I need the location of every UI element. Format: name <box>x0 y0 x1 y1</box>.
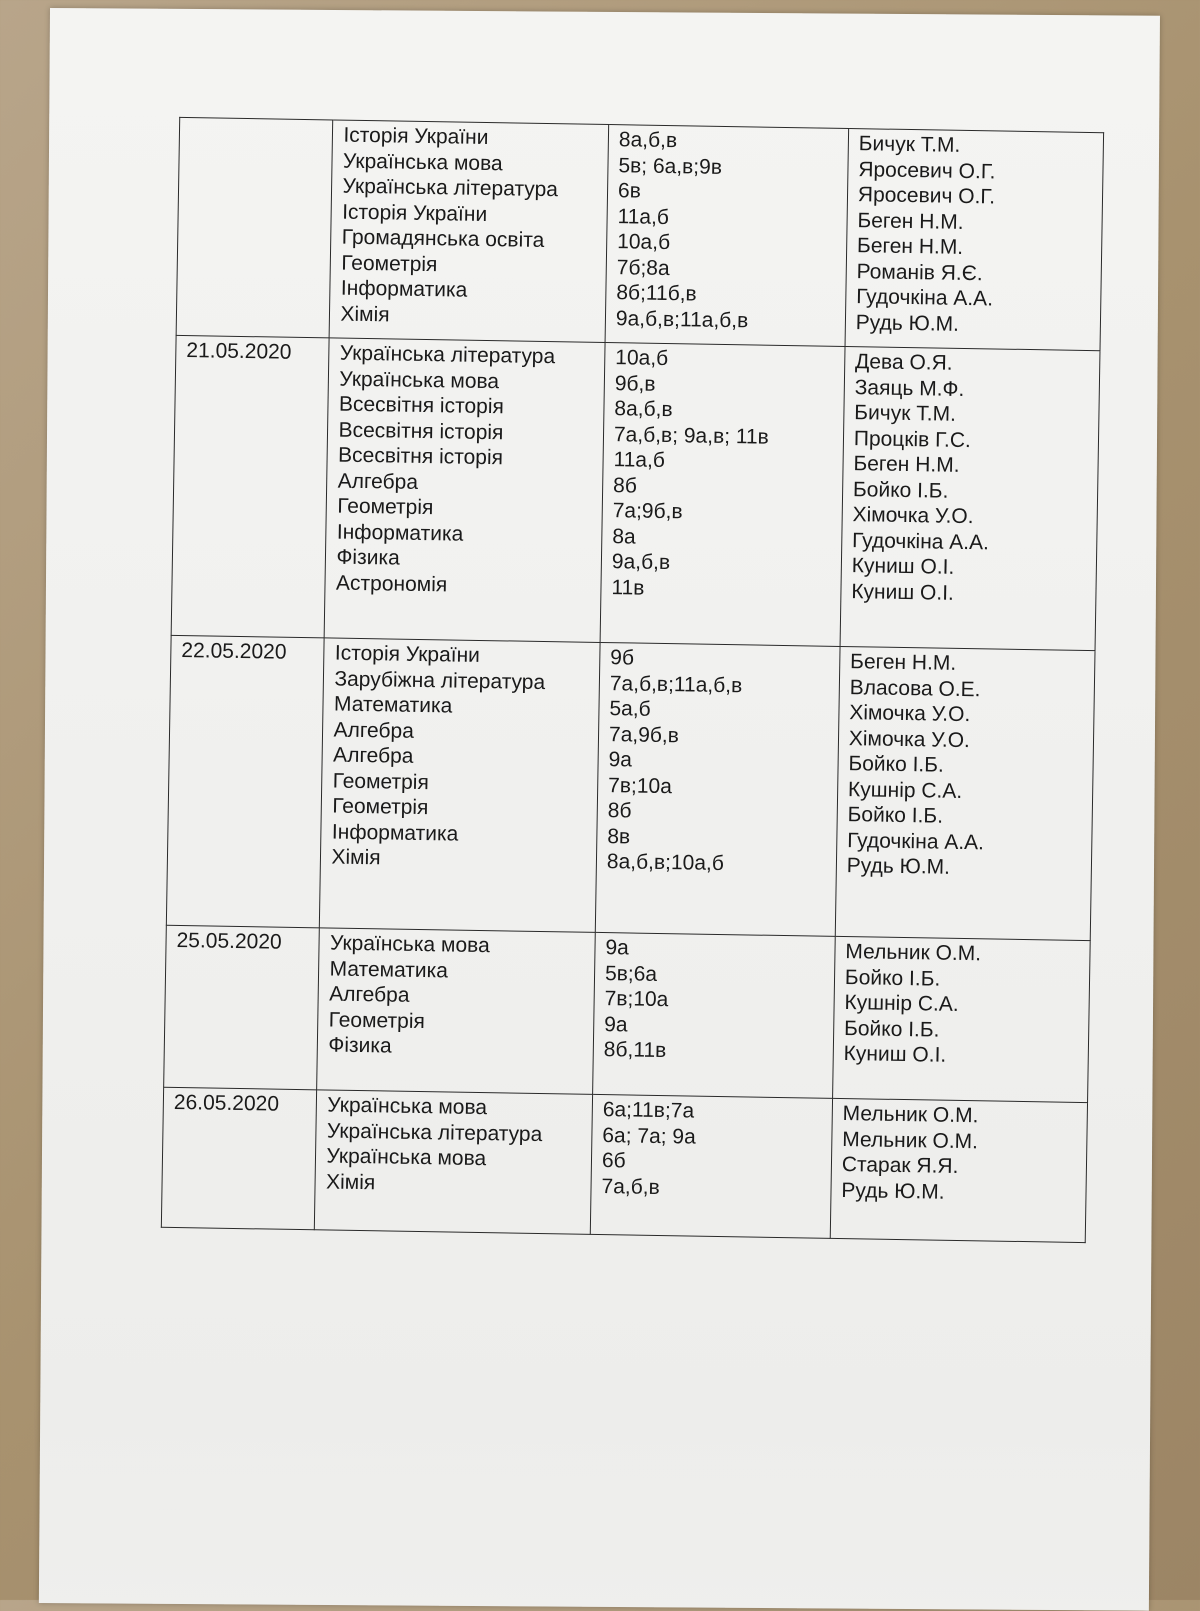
classes-text: 8а,б,в <box>618 128 678 153</box>
subject-text: Українська література <box>342 174 559 202</box>
teacher-cell <box>840 346 1100 650</box>
schedule-day-row <box>171 335 1100 650</box>
classes-text: 8б <box>612 473 638 498</box>
teacher-text: Гудочкіна А.А. <box>846 828 985 854</box>
schedule-body <box>161 117 1103 1242</box>
classes-text: 8б,11в <box>603 1038 667 1063</box>
teacher-cell <box>835 646 1095 940</box>
teacher-text: Бойко І.Б. <box>843 1016 940 1042</box>
classes-cell <box>600 342 845 646</box>
teacher-text: Бичук Т.М. <box>858 132 961 157</box>
subject-cell <box>325 338 605 643</box>
classes-text: 9а <box>608 748 633 772</box>
classes-text: 7а,б,в <box>601 1174 660 1199</box>
subject-text: Алгебра <box>333 718 415 743</box>
classes-text: 6б <box>601 1149 626 1173</box>
teacher-text: Мельник О.М. <box>842 1102 979 1128</box>
classes-text: 6а; 7а; 9а <box>602 1123 696 1149</box>
schedule-day-row <box>176 117 1103 350</box>
subject-text: Всесвітня історія <box>338 418 504 444</box>
classes-text: 5а,б <box>609 697 651 721</box>
teacher-text: Процків Г.С. <box>853 426 971 452</box>
classes-text: 7а,б,в;11а,б,в <box>609 671 743 697</box>
teacher-text: Романів Я.Є. <box>856 259 983 285</box>
subject-cell <box>315 1090 593 1235</box>
classes-text: 10а,б <box>615 346 669 371</box>
subject-text: Алгебра <box>337 469 419 494</box>
classes-text: 5в; 6а,в;9в <box>618 153 723 179</box>
schedule-table <box>161 117 1104 1243</box>
subject-cell <box>317 928 595 1095</box>
date-cell <box>161 1087 317 1230</box>
classes-text: 9а <box>605 936 630 960</box>
classes-cell <box>590 1094 832 1238</box>
date-cell <box>171 335 329 638</box>
teacher-text: Бойко І.Б. <box>848 752 945 777</box>
subject-text: Всесвітня історія <box>338 392 505 419</box>
teacher-text: Старак Я.Я. <box>841 1153 959 1178</box>
subject-text: Інформатика <box>340 276 468 302</box>
teacher-text: Власова О.Е. <box>849 675 981 701</box>
classes-text: 7а,9б,в <box>608 722 680 747</box>
teacher-text: Хімочка У.О. <box>852 503 974 529</box>
classes-cell <box>593 932 836 1098</box>
teacher-text: Гудочкіна А.А. <box>856 285 994 311</box>
date-text: 22.05.2020 <box>181 639 287 664</box>
subject-text: Хімія <box>331 845 381 870</box>
classes-text: 6а;11в;7а <box>602 1098 695 1123</box>
teacher-cell <box>830 1098 1087 1242</box>
paper-sheet <box>39 8 1160 1611</box>
subject-text: Історія України <box>334 641 481 667</box>
classes-text: 7в;10а <box>607 773 673 798</box>
classes-text: 9а <box>604 1012 628 1036</box>
schedule-day-row <box>164 925 1091 1102</box>
teacher-text: Куниш О.І. <box>843 1042 947 1067</box>
subject-cell <box>330 120 609 343</box>
teacher-text: Кушнір С.А. <box>847 777 963 803</box>
date-text <box>190 120 322 122</box>
subject-text: Математика <box>333 692 453 718</box>
teacher-cell <box>845 129 1104 351</box>
classes-text: 5в;6а <box>604 961 658 986</box>
classes-text: 9а,б,в;11а,б,в <box>615 306 749 332</box>
classes-text: 6в <box>617 179 642 203</box>
classes-cell <box>605 125 848 347</box>
classes-text: 7а,б,в; 9а,в; 11в <box>613 422 770 449</box>
classes-text: 11а,б <box>613 448 666 473</box>
classes-text: 11а,б <box>617 204 670 229</box>
schedule-day-row <box>166 635 1095 940</box>
teacher-text: Беген Н.М. <box>856 234 964 259</box>
subject-text: Геометрія <box>328 1008 426 1033</box>
classes-text: 8а,б,в <box>614 397 673 422</box>
subject-text: Українська література <box>339 341 556 369</box>
classes-text: 7а;9б,в <box>612 499 683 524</box>
classes-text: 9а,б,в <box>611 550 671 575</box>
classes-text: 8а,б,в;10а,б <box>606 850 725 876</box>
subject-text: Інформатика <box>331 820 459 846</box>
teacher-text: Яросевич О.Г. <box>857 183 996 209</box>
teacher-text: Хімочка У.О. <box>849 701 971 727</box>
classes-text: 8в <box>607 824 631 848</box>
subject-text: Фізика <box>328 1033 392 1058</box>
teacher-text: Бойко І.Б. <box>847 803 944 828</box>
teacher-text: Куниш О.І. <box>851 579 955 605</box>
subject-text: Історія України <box>343 123 489 150</box>
classes-text: 11в <box>611 575 645 600</box>
classes-cell <box>595 642 840 936</box>
classes-text: 9б <box>610 646 635 670</box>
subject-text: Геометрія <box>341 251 438 276</box>
subject-text: Алгебра <box>332 743 414 768</box>
date-text: 21.05.2020 <box>186 339 292 364</box>
teacher-text: Бойко І.Б. <box>852 477 949 503</box>
teacher-text: Беген Н.М. <box>849 650 957 675</box>
teacher-text: Бойко І.Б. <box>844 965 941 991</box>
teacher-text: Рудь Ю.М. <box>855 310 960 336</box>
teacher-text: Кушнір С.А. <box>844 991 959 1016</box>
teacher-text: Бичук Т.М. <box>854 401 957 426</box>
subject-text: Історія України <box>341 200 488 226</box>
teacher-text: Мельник О.М. <box>845 940 982 966</box>
teacher-text: Куниш О.І. <box>851 554 955 579</box>
teacher-text: Гудочкіна А.А. <box>851 528 990 554</box>
teacher-text: Хімочка У.О. <box>848 726 971 752</box>
date-cell <box>176 117 333 338</box>
subject-cell <box>320 638 600 933</box>
subject-text: Українська мова <box>342 149 503 175</box>
classes-text: 8а <box>612 524 636 549</box>
subject-text: Хімія <box>340 302 390 326</box>
subject-text: Математика <box>329 957 449 982</box>
subject-text: Астрономія <box>335 571 448 596</box>
classes-text: 10а,б <box>616 230 671 255</box>
classes-text: 7б;8а <box>616 255 670 280</box>
classes-text: 9б,в <box>614 371 656 396</box>
teacher-text: Рудь Ю.М. <box>846 854 951 879</box>
teacher-text: Рудь Ю.М. <box>841 1178 945 1204</box>
subject-text: Геометрія <box>337 494 434 520</box>
subject-text: Геометрія <box>332 769 430 794</box>
subject-text: Українська мова <box>327 1093 488 1120</box>
subject-text: Інформатика <box>336 520 464 546</box>
schedule-day-row <box>161 1087 1087 1242</box>
subject-text: Хімія <box>325 1169 376 1194</box>
teacher-text: Беген Н.М. <box>857 208 964 234</box>
teacher-cell <box>832 936 1090 1102</box>
classes-text: 7в;10а <box>604 987 669 1012</box>
teacher-text: Мельник О.М. <box>842 1127 979 1153</box>
subject-text: Українська мова <box>339 367 500 393</box>
subject-text: Фізика <box>336 545 400 570</box>
date-text: 25.05.2020 <box>176 928 282 954</box>
classes-text: 8б <box>607 799 632 823</box>
teacher-text: Заяць М.Ф. <box>854 375 965 401</box>
blank-page-area <box>39 1403 1150 1611</box>
subject-text: Українська мова <box>329 931 490 958</box>
teacher-text: Дева О.Я. <box>854 350 953 375</box>
classes-text: 8б;11б,в <box>616 281 697 306</box>
subject-text: Геометрія <box>332 794 429 820</box>
date-cell <box>166 635 324 928</box>
subject-text: Українська література <box>326 1118 543 1146</box>
subject-text: Алгебра <box>329 982 410 1007</box>
teacher-text: Яросевич О.Г. <box>858 157 996 183</box>
subject-text: Всесвітня історія <box>337 443 504 470</box>
subject-text: Українська мова <box>326 1144 487 1171</box>
subject-text: Громадянська освіта <box>341 225 545 252</box>
teacher-text: Беген Н.М. <box>853 452 960 477</box>
subject-text: Зарубіжна література <box>334 667 546 694</box>
date-text: 26.05.2020 <box>173 1090 280 1116</box>
date-cell <box>164 925 320 1090</box>
